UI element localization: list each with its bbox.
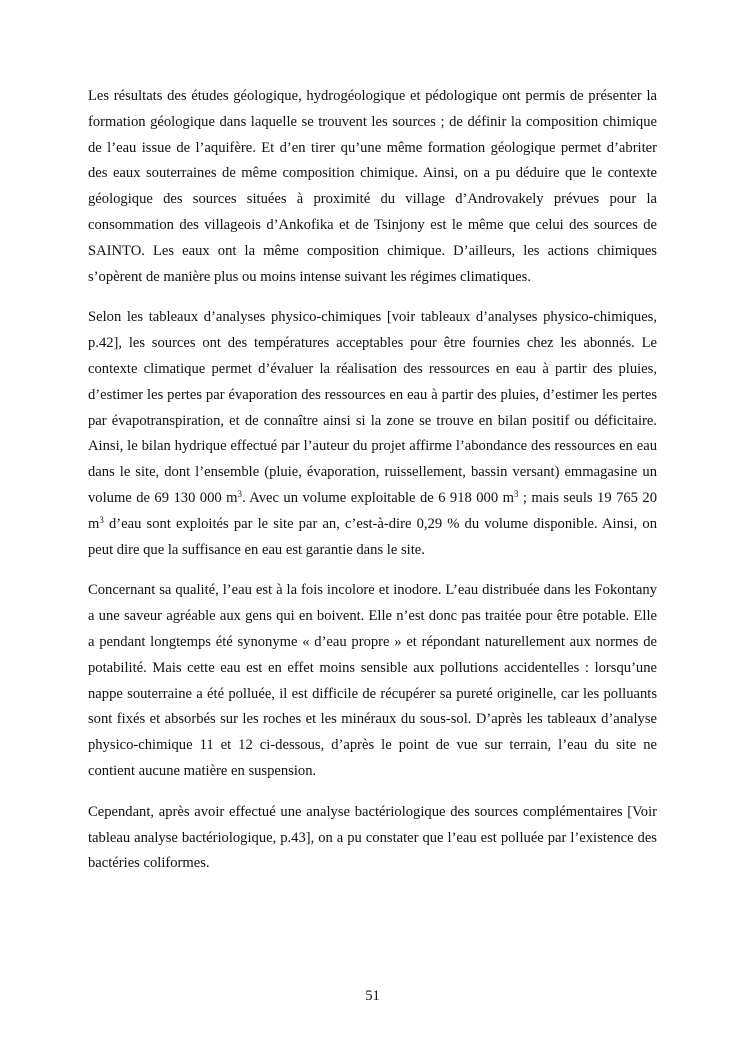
paragraph-water-balance-text-3: ; mais seuls 19 765 20 m (88, 489, 657, 532)
paragraph-geology: Les résultats des études géologique, hydrogéologique et pédologique ont permis de présenter la formation géologique dans laquelle se trouvent les sources ; de définir la composition chimique de l’eau issue de l’aquifère. Et d’en tirer qu’une même formation géologique permet d’abriter des eaux souterraines de même composition chimique. Ainsi, on a pu déduire que le contexte géologique des sources situées à proximité du village d’Androvakely prévues pour la consommation des villageois d’Ankofika et de Tsinjony est le même que celui des sources de SAINTO. Les eaux ont la même composition chimique. D’ailleurs, les actions chimiques s’opèrent de manière plus ou moins intense suivant les régimes climatiques. (88, 88, 657, 285)
paragraph-water-balance (88, 305, 657, 563)
document-body (88, 84, 657, 877)
paragraph-water-balance-text-4: d’eau sont exploités par le site par an, c’est-à-dire 0,29 % du volume disponible. Ainsi, on peut dire que la suffisance en eau est garantie dans le site. (88, 515, 657, 558)
paragraph-water-quality: Concernant sa qualité, l’eau est à la fois incolore et inodore. L’eau distribuée dans les Fokontany a une saveur agréable aux gens qui en boivent. Elle n’est donc pas traitée pour être potable. Elle a pendant longtemps été synonyme « d’eau propre » et répondant naturellement aux normes de potabilité. Mais cette eau est en effet moins sensible aux pollutions accidentelles : lorsqu’une nappe souterraine a été polluée, il est difficile de récupérer sa pureté originelle, car les polluants sont fixés et absorbés sur les roches et les minéraux du sous-sol. D’après les tableaux d’analyse physico-chimique 11 et 12 ci-dessous, d’après le point de vue sur terrain, l’eau du site ne contient aucune matière en suspension. (88, 582, 657, 779)
page-number: 51 (365, 988, 380, 1004)
superscript-cubic-1: 3 (237, 488, 242, 499)
paragraph-water-balance-text-1: Selon les tableaux d’analyses physico-chimiques [voir tableaux d’analyses physico-chimiques, p.42], les sources ont des températures acceptables pour être fournies chez les abonnés. Le contexte climatique permet d’évaluer la réalisation des ressources en eau à partir des pluies, d’estimer les pertes par évaporation des ressources en eau à partir des pluies, d’estimer les pertes par évapotranspiration, et de connaître ainsi si la zone se trouve en bilan positif ou déficitaire. Ainsi, le bilan hydrique effectué par l’auteur du projet affirme l’abondance des ressources en eau dans le site, dont l’ensemble (pluie, évaporation, ruissellement, bassin versant) emmagasine un volume de 69 130 000 m (88, 309, 657, 506)
superscript-cubic-3: 3 (99, 514, 104, 525)
paragraph-water-balance-text-2: . Avec un volume exploitable de 6 918 000 m (242, 489, 514, 506)
superscript-cubic-2: 3 (513, 488, 519, 499)
paragraph-bacteriology: Cependant, après avoir effectué une analyse bactériologique des sources complémentaires [Voir tableau analyse bactériologique, p.43], on a pu constater que l’eau est polluée par l’existence des bactéries coliformes. (88, 803, 657, 872)
